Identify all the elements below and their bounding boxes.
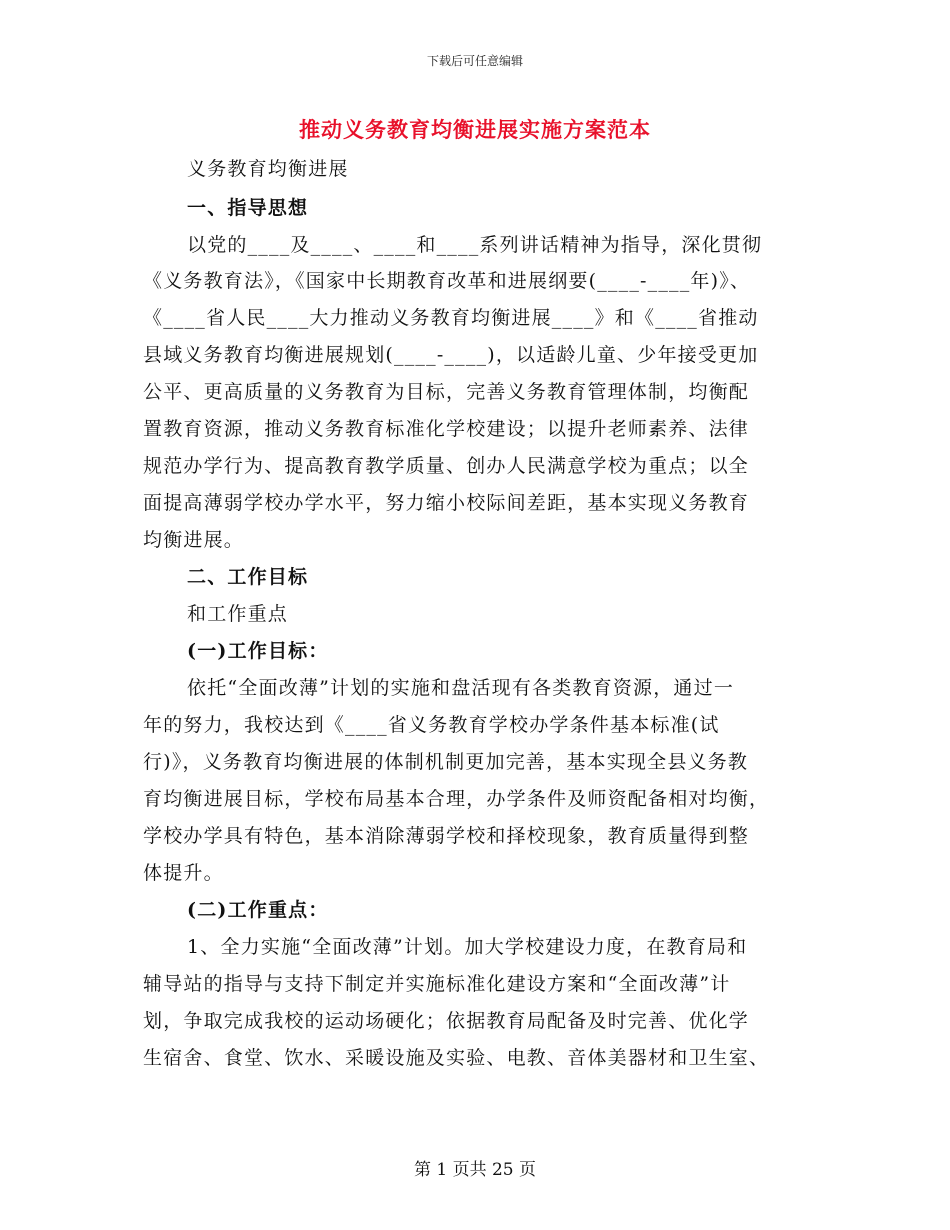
body-line: 体提升。 — [143, 862, 224, 884]
body-line: 和工作重点 — [187, 603, 289, 625]
body-line: 划，争取完成我校的运动场硬化；依据教育局配备及时完善、优化学 — [143, 1010, 750, 1032]
subsection-heading: (一)工作目标： — [187, 640, 329, 662]
body-line: 行)》，义务教育均衡进展的体制机制更加完善，基本实现全县义务教 — [143, 751, 749, 773]
body-line: 1、全力实施“全面改薄”计划。加大学校建设力度，在教育局和 — [187, 936, 748, 958]
body-line: 置教育资源，推动义务教育标准化学校建设；以提升老师素养、法律 — [143, 418, 750, 440]
body-line: 辅导站的指导与支持下制定并实施标准化建设方案和“全面改薄”计 — [143, 973, 731, 995]
section-heading: 二、工作目标 — [187, 566, 309, 588]
body-line: 公平、更高质量的义务教育为目标，完善义务教育管理体制，均衡配 — [143, 381, 750, 403]
body-line: 学校办学具有特色，基本消除薄弱学校和择校现象，教育质量得到整 — [143, 825, 750, 847]
document-title: 推动义务教育均衡进展实施方案范本 — [299, 117, 651, 142]
subtitle-line: 义务教育均衡进展 — [187, 158, 349, 180]
header-note: 下载后可任意编辑 — [426, 54, 523, 68]
body-line: 县域义务教育均衡进展规划(____-____)，以适龄儿童、少年接受更加 — [143, 344, 759, 366]
section-heading: 一、指导思想 — [187, 197, 309, 219]
body-line: 依托“全面改薄”计划的实施和盘活现有各类教育资源，通过一 — [187, 677, 735, 699]
body-line: 年的努力，我校达到《____省义务教育学校办学条件基本标准(试 — [143, 714, 720, 736]
subsection-heading: (二)工作重点： — [187, 899, 329, 921]
body-line: 以党的____及____、____和____系列讲话精神为指导，深化贯彻 — [187, 234, 763, 256]
body-line: 均衡进展。 — [143, 529, 245, 551]
body-line: 生宿舍、食堂、饮水、采暖设施及实验、电教、音体美器材和卫生室、 — [143, 1047, 770, 1069]
body-line: 规范办学行为、提高教育教学质量、创办人民满意学校为重点；以全 — [143, 455, 750, 477]
body-line: 育均衡进展目标，学校布局基本合理，办学条件及师资配备相对均衡， — [143, 788, 770, 810]
page-footer: 第 1 页共 25 页 — [413, 1160, 537, 1180]
body-line: 《____省人民____大力推动义务教育均衡进展____》和《____省推动 — [143, 307, 759, 329]
body-line: 面提高薄弱学校办学水平，努力缩小校际间差距，基本实现义务教育 — [143, 492, 750, 514]
body-line: 《义务教育法》，《国家中长期教育改革和进展纲要(____-____年)》、 — [143, 270, 751, 292]
